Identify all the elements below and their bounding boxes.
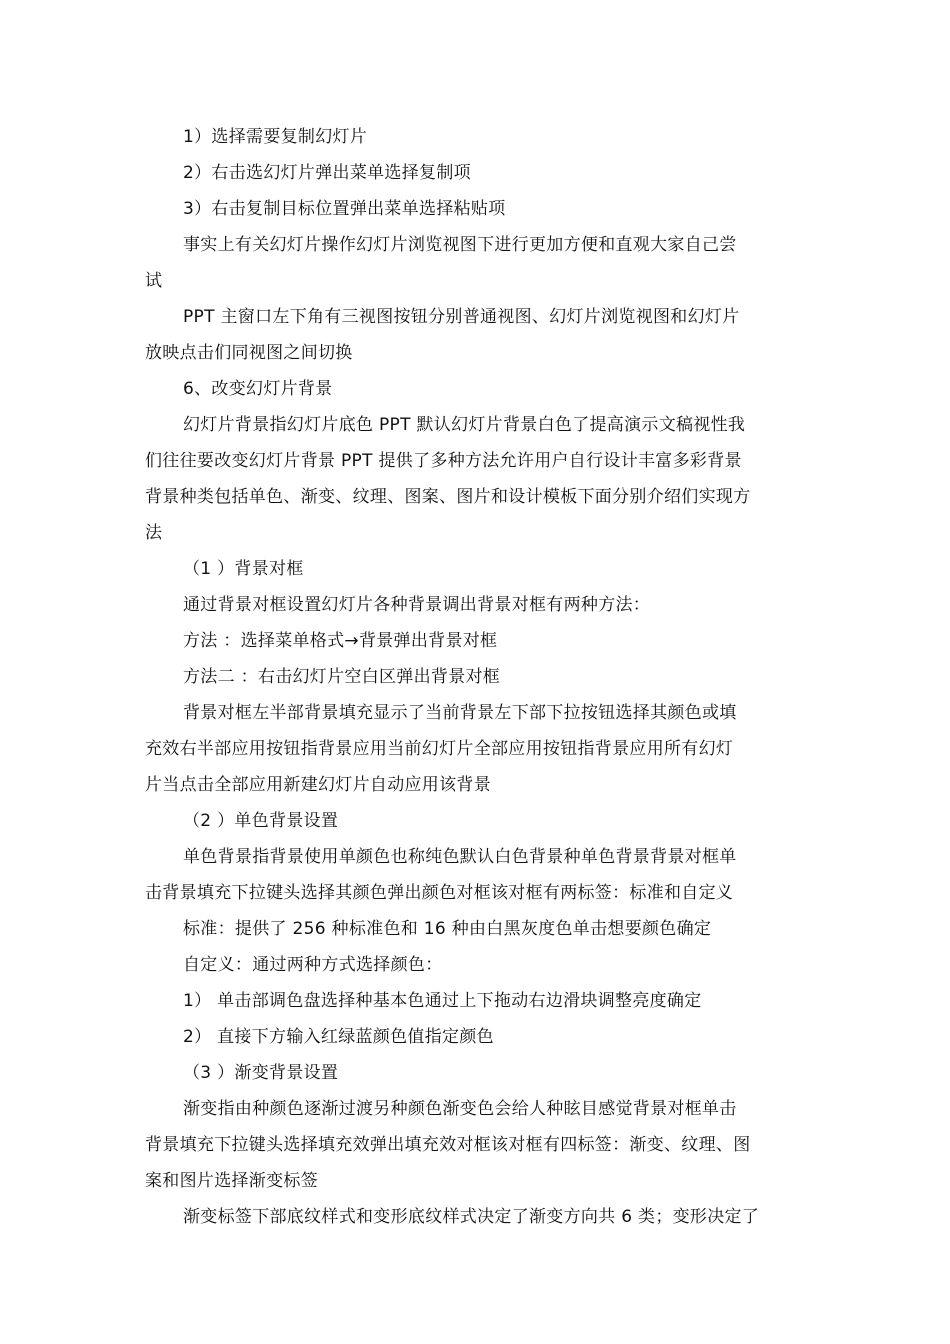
paragraph-line: 通过背景对框设置幻灯片各种背景调出背景对框有两种方法： [183, 595, 651, 615]
paragraph-line: 方法 ：选择菜单格式→背景弹出背景对框 [183, 631, 498, 651]
paragraph-line: 事实上有关幻灯片操作幻灯片浏览视图下进行更加方便和直观大家自己尝 [183, 235, 737, 255]
list-item: 2） 直接下方输入红绿蓝颜色值指定颜色 [183, 1027, 494, 1047]
paragraph-line: 自定义：通过两种方式选择颜色： [183, 955, 443, 975]
list-item: 2）右击选幻灯片弹出菜单选择复制项 [183, 163, 471, 183]
subsection-heading: （2 ）单色背景设置 [183, 811, 339, 831]
list-item: 1） 单击部调色盘选择种基本色通过上下拖动右边滑块调整亮度确定 [183, 991, 702, 1011]
paragraph-line: 标准：提供了 256 种标准色和 16 种由白黑灰度色单击想要颜色确定 [183, 919, 712, 939]
list-item: 1）选择需要复制幻灯片 [183, 127, 368, 147]
paragraph-line: 背景种类包括单色、渐变、纹理、图案、图片和设计模板下面分别介绍们实现方 [145, 487, 751, 507]
paragraph-line: 击背景填充下拉键头选择其颜色弹出颜色对框该对框有两标签：标准和自定义 [145, 883, 734, 903]
section-heading: 6、改变幻灯片背景 [183, 379, 333, 399]
paragraph-line: 们往往要改变幻灯片背景 PPT 提供了多种方法允许用户自行设计丰富多彩背景 [145, 451, 742, 471]
paragraph-line: 片当点击全部应用新建幻灯片自动应用该背景 [145, 775, 491, 795]
subsection-heading: （1 ）背景对框 [183, 559, 304, 579]
paragraph-line: 充效右半部应用按钮指背景应用当前幻灯片全部应用按钮指背景应用所有幻灯 [145, 739, 734, 759]
paragraph-line: 背景填充下拉键头选择填充效弹出填充效对框该对框有四标签：渐变、纹理、图 [145, 1135, 751, 1155]
paragraph-line: 单色背景指背景使用单颜色也称纯色默认白色背景种单色背景背景对框单 [183, 847, 737, 867]
paragraph-line: PPT 主窗口左下角有三视图按钮分别普通视图、幻灯片浏览视图和幻灯片 [183, 307, 740, 327]
paragraph-line: 法 [145, 523, 163, 543]
paragraph-line: 幻灯片背景指幻灯片底色 PPT 默认幻灯片背景白色了提高演示文稿视性我 [183, 415, 746, 435]
list-item: 3）右击复制目标位置弹出菜单选择粘贴项 [183, 199, 506, 219]
subsection-heading: （3 ）渐变背景设置 [183, 1063, 339, 1083]
paragraph-line: 渐变标签下部底纹样式和变形底纹样式决定了渐变方向共 6 类；变形决定了 [183, 1207, 760, 1227]
paragraph-line: 背景对框左半部背景填充显示了当前背景左下部下拉按钮选择其颜色或填 [183, 703, 737, 723]
paragraph-line: 放映点击们同视图之间切换 [145, 343, 353, 363]
paragraph-line: 案和图片选择渐变标签 [145, 1171, 318, 1191]
paragraph-line: 渐变指由种颜色逐渐过渡另种颜色渐变色会给人种眩目感觉背景对框单击 [183, 1099, 737, 1119]
paragraph-line: 方法二 ：右击幻灯片空白区弹出背景对框 [183, 667, 501, 687]
paragraph-line: 试 [145, 271, 163, 291]
